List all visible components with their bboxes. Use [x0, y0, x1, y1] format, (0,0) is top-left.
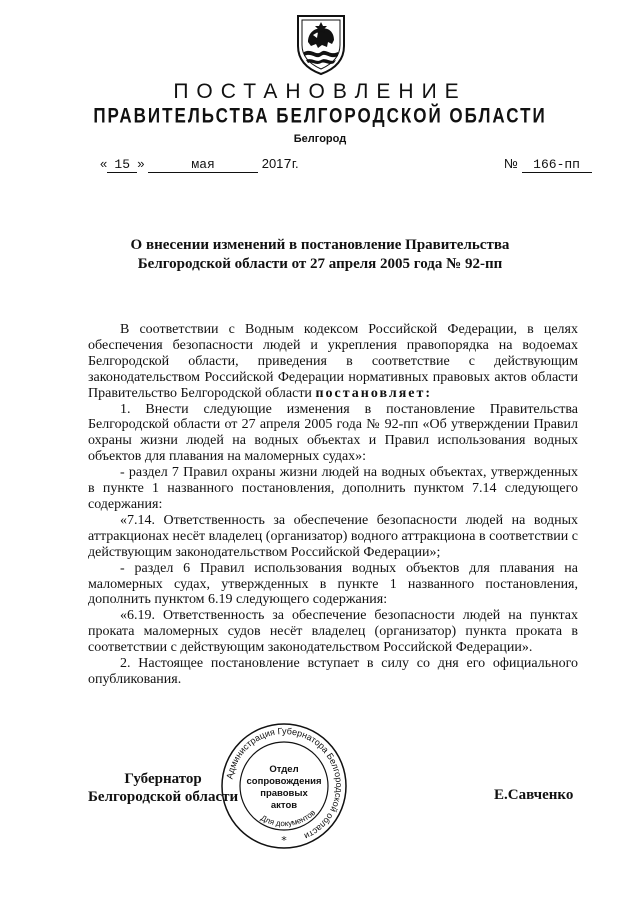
document-number [504, 156, 592, 173]
number-value: 166-пп [522, 157, 592, 173]
signatory-role-line-2: Белгородской области [88, 789, 239, 805]
signatory-name: Е.Савченко [494, 787, 574, 803]
preamble-text: В соответствии с Водным кодексом Российской Федерации, в целях обеспечения безопасности людей и укрепления правопорядка на водоемах Белгородской области, приведения в соответствие с действующим законодательством Российской Федерации нормативных правовых актов области Правительство Белгородской области [88, 322, 578, 401]
number-sign: № [504, 156, 518, 171]
title-line-2: Белгородской области от 27 апреля 2005 года № 92-пп [137, 256, 503, 272]
stamp-center-line-2: сопровождения [246, 776, 322, 787]
stamp-center-line-1: Отдел [269, 764, 299, 775]
preamble-decree-word: постановляет: [315, 385, 433, 401]
signatory-role-line-1: Губернатор [124, 771, 202, 787]
document-title [100, 236, 540, 274]
paragraph-item-1: 1. Внести следующие изменения в постановление Правительства Белгородской области от 27 апреля 2005 года № 92-пп «Об утверждении Правил охраны жизни людей на водных объектах и Правил использования водных объектов для плавания на маломерных судах»: [88, 401, 578, 465]
stamp-ring-text: Администрация Губернатора Белгородской области [224, 725, 345, 842]
paragraph-item-2: 2. Настоящее постановление вступает в силу со дня его официального опубликования. [88, 656, 578, 687]
issuer-heading: ПРАВИТЕЛЬСТВА БЕЛГОРОДСКОЙ ОБЛАСТИ [93, 103, 547, 128]
stamp-bottom-text: Для документов [259, 808, 318, 829]
official-stamp-icon [220, 722, 348, 850]
svg-text:Для документов [259, 808, 317, 828]
paragraph-section-7: - раздел 7 Правил охраны жизни людей на водных объектах, утвержденных в пункте 1 названного постановления, дополнить пунктом 7.14 следующего содержания: [88, 465, 578, 512]
city-label: Белгород [293, 133, 347, 145]
date-close-quote: » [137, 156, 145, 171]
signatory-role [88, 770, 238, 806]
paragraph-section-6: - раздел 6 Правил использования водных объектов для плавания на маломерных судах, утвержденных в пункте 1 названного постановления, дополнить пунктом 6.19 следующего содержания: [88, 560, 578, 608]
coat-of-arms-icon [294, 12, 348, 76]
date-year-suffix: г. [291, 156, 299, 171]
date-year-prefix: 201 [261, 156, 284, 171]
date-day: 15 [107, 157, 137, 173]
paragraph-clause-7-14: «7.14. Ответственность за обеспечение безопасности людей на водных аттракционах несёт владелец (организатор) водного аттракциона в соответствии с действующим законодательством Российской Федерации»; [88, 512, 578, 560]
date-year-digit: 7 [283, 157, 292, 173]
paragraph-preamble [88, 322, 578, 402]
stamp-center-line-4: актов [270, 800, 298, 811]
document-date [100, 156, 299, 173]
stamp-center-line-3: правовых [260, 788, 308, 799]
paragraph-clause-6-19: «6.19. Ответственность за обеспечение безопасности людей на пунктах проката маломерных судов несёт владелец (организатор) пункта проката в соответствии с действующим законодательством Российской Федерации». [88, 608, 578, 656]
document-type-heading: ПОСТАНОВЛЕНИЕ [173, 80, 467, 103]
stamp-star: * [281, 834, 287, 847]
date-open-quote: « [100, 156, 108, 171]
document-body [88, 322, 578, 688]
date-month: мая [148, 157, 258, 173]
title-line-1: О внесении изменений в постановление Правительства [130, 237, 510, 253]
